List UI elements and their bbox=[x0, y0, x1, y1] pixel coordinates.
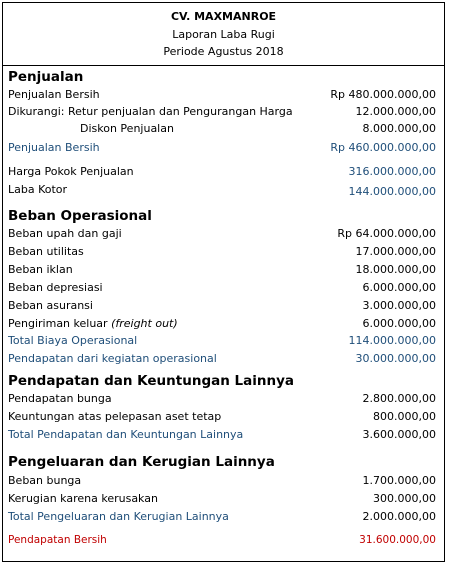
section-title-penjualan: Penjualan bbox=[8, 69, 84, 85]
row-diskon-penjualan: Diskon Penjualan 8.000.000,00 bbox=[80, 122, 436, 135]
row-penjualan-bersih-net: Penjualan Bersih Rp 460.000.000,00 bbox=[8, 141, 436, 154]
row-hpp: Harga Pokok Penjualan 316.000.000,00 bbox=[8, 165, 436, 178]
row-beban-utilitas: Beban utilitas 17.000.000,00 bbox=[8, 245, 436, 258]
row-pendapatan-bunga: Pendapatan bunga 2.800.000,00 bbox=[8, 392, 436, 405]
report-header bbox=[3, 3, 444, 66]
row-total-pendapatan-lain: Total Pendapatan dan Keuntungan Lainnya 3.600.000,00 bbox=[8, 428, 436, 441]
row-retur-penjualan: Dikurangi: Retur penjualan dan Pengurangan Harga 12.000.000,00 bbox=[8, 105, 436, 118]
section-title-pengeluaran-lain: Pengeluaran dan Kerugian Lainnya bbox=[8, 454, 275, 470]
row-pengiriman-keluar: Pengiriman keluar (freight out) 6.000.000,00 bbox=[8, 317, 436, 330]
row-pendapatan-bersih: Pendapatan Bersih 31.600.000,00 bbox=[8, 534, 436, 546]
shipping-label: Pengiriman keluar bbox=[8, 317, 112, 330]
company-name: CV. MAXMANROE bbox=[170, 10, 277, 23]
row-total-biaya-operasional: Total Biaya Operasional 114.000.000,00 bbox=[8, 334, 436, 347]
row-beban-bunga: Beban bunga 1.700.000,00 bbox=[8, 474, 436, 487]
report-title: Laporan Laba Rugi bbox=[172, 28, 275, 41]
section-title-pendapatan-lain: Pendapatan dan Keuntungan Lainnya bbox=[8, 373, 294, 389]
row-beban-asuransi: Beban asuransi 3.000.000,00 bbox=[8, 299, 436, 312]
row-laba-kotor: Laba Kotor 144.000.000,00 bbox=[8, 183, 436, 198]
shipping-italic: (freight out) bbox=[111, 317, 178, 330]
row-beban-depresiasi: Beban depresiasi 6.000.000,00 bbox=[8, 281, 436, 294]
section-title-beban: Beban Operasional bbox=[8, 208, 152, 224]
row-pendapatan-operasional: Pendapatan dari kegiatan operasional 30.000.000,00 bbox=[8, 352, 436, 365]
row-kerugian-kerusakan: Kerugian karena kerusakan 300.000,00 bbox=[8, 492, 436, 505]
row-keuntungan-aset: Keuntungan atas pelepasan aset tetap 800.000,00 bbox=[8, 410, 436, 423]
row-beban-iklan: Beban iklan 18.000.000,00 bbox=[8, 263, 436, 276]
report-period: Periode Agustus 2018 bbox=[163, 45, 284, 58]
row-total-pengeluaran-lain: Total Pengeluaran dan Kerugian Lainnya 2.000.000,00 bbox=[8, 510, 436, 523]
income-statement bbox=[2, 2, 445, 562]
row-penjualan-bersih: Penjualan Bersih Rp 480.000.000,00 bbox=[8, 88, 436, 101]
row-beban-upah: Beban upah dan gaji Rp 64.000.000,00 bbox=[8, 227, 436, 240]
